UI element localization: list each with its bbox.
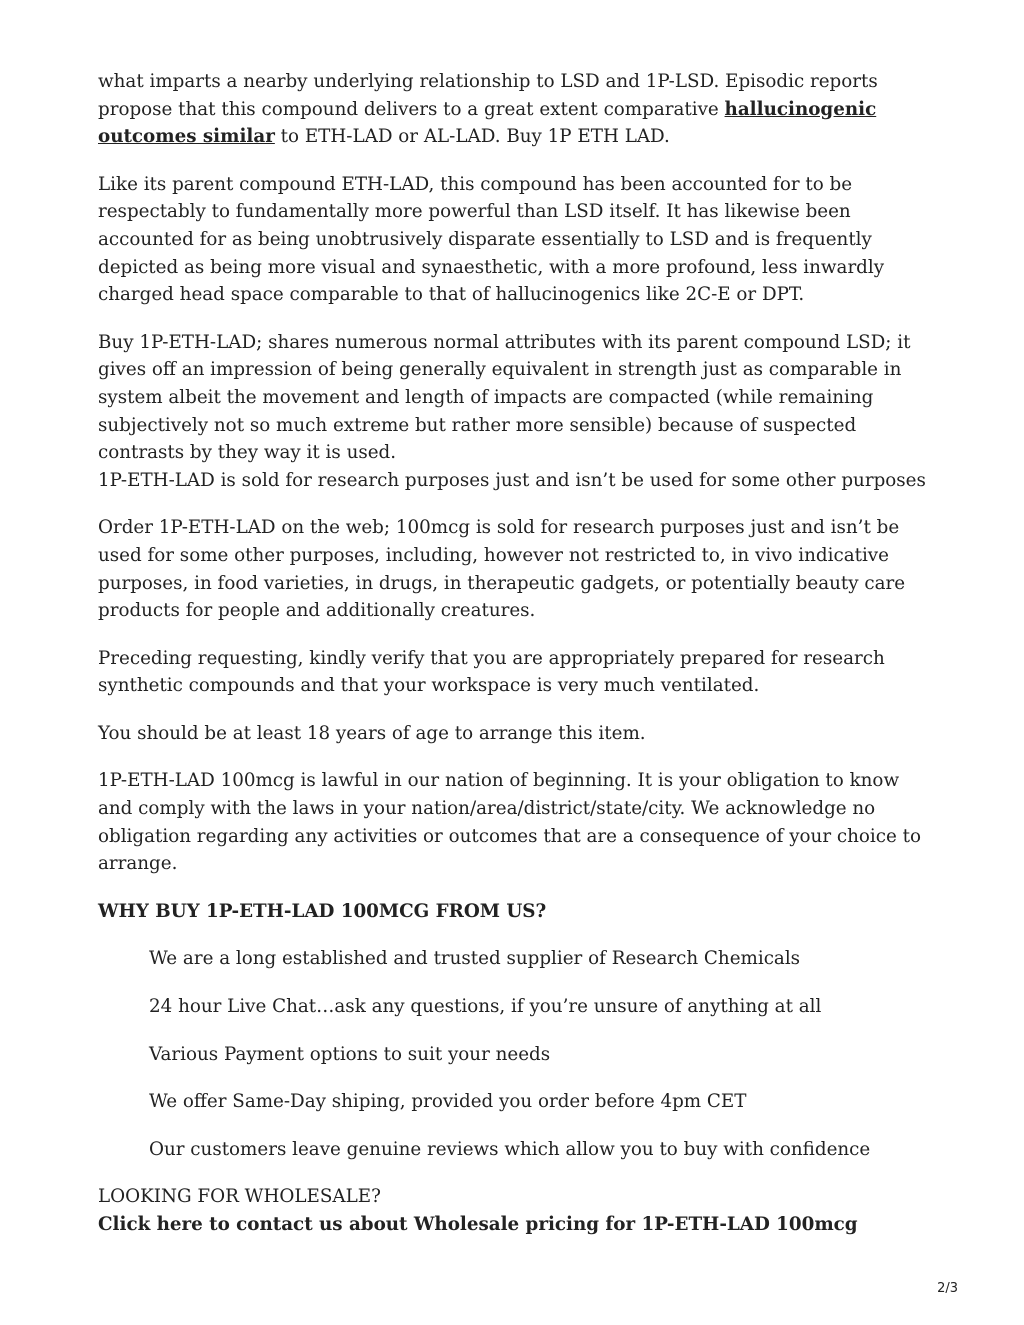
paragraph-text: to ETH-LAD or AL-LAD. Buy 1P ETH LAD. xyxy=(274,126,670,148)
wholesale-section xyxy=(98,1183,930,1238)
benefit-item: Various Payment options to suit your needs xyxy=(149,1043,551,1065)
paragraph-order-online: Order 1P-ETH-LAD on the web; 100mcg is sold for research purposes just and isn’t be used for some other purposes, including, however not restricted to, in vivo indicative purposes, in food varieties, in drugs, in therapeutic gadgets, or potentially beauty care products for people and additionally creatures. xyxy=(98,517,906,622)
benefit-item: 24 hour Live Chat…ask any questions, if you’re unsure of anything at all xyxy=(149,996,822,1018)
wholesale-contact-link[interactable]: Click here to contact us about Wholesale pricing for 1P-ETH-LAD 100mcg xyxy=(98,1214,858,1235)
benefit-item: Our customers leave genuine reviews which allow you to buy with confidence xyxy=(149,1138,871,1160)
paragraph-attributes: Buy 1P-ETH-LAD; shares numerous normal attributes with its parent compound LSD; it gives off an impression of being generally equivalent in strength just as comparable in system albeit the movement and length of impacts are compacted (while remaining subjectively not so much extreme but rather more sensible) because of suspected contrasts by they way it is used. xyxy=(98,331,911,464)
wholesale-label: LOOKING FOR WHOLESALE? xyxy=(98,1186,381,1208)
paragraph-parent-compound: Like its parent compound ETH-LAD, this compound has been accounted for to be respectably to fundamentally more powerful than LSD itself. It has likewise been accounted for as being unobtrusively disparate essentially to LSD and is frequently depicted as being more visual and synaesthetic, with a more profound, less inwardly charged head space comparable to that of hallucinogenics like 2C-E or DPT. xyxy=(98,173,885,306)
paragraph-legal: 1P-ETH-LAD 100mcg is lawful in our nation of beginning. It is your obligation to know and comply with the laws in your nation/area/district/state/city. We acknowledge no obligation regarding any activities or outcomes that are a consequence of your choice to arrange. xyxy=(98,770,921,875)
paragraph-text: what imparts a nearby underlying relationship to LSD and 1P-LSD. Episodic reports propose that this compound delivers to a great extent comparative xyxy=(98,71,878,120)
why-buy-heading: WHY BUY 1P-ETH-LAD 100MCG FROM US? xyxy=(98,900,547,922)
benefits-list xyxy=(98,945,930,1163)
paragraph-preparation: Preceding requesting, kindly verify that you are appropriately prepared for research synthetic compounds and that your workspace is very much ventilated. xyxy=(98,647,885,697)
document-body xyxy=(98,68,930,1239)
benefit-item: We are a long established and trusted supplier of Research Chemicals xyxy=(149,948,801,970)
page-number: 2/3 xyxy=(937,1281,958,1296)
hallucinogenic-outcomes-link[interactable]: hallucinogenic outcomes similar xyxy=(98,98,877,148)
paragraph-intro xyxy=(98,68,930,151)
benefit-item: We offer Same-Day shiping, provided you order before 4pm CET xyxy=(149,1091,747,1113)
paragraph-age-requirement: You should be at least 18 years of age to arrange this item. xyxy=(98,722,646,744)
paragraph-research-notice: 1P-ETH-LAD is sold for research purposes just and isn’t be used for some other purposes xyxy=(98,469,926,491)
